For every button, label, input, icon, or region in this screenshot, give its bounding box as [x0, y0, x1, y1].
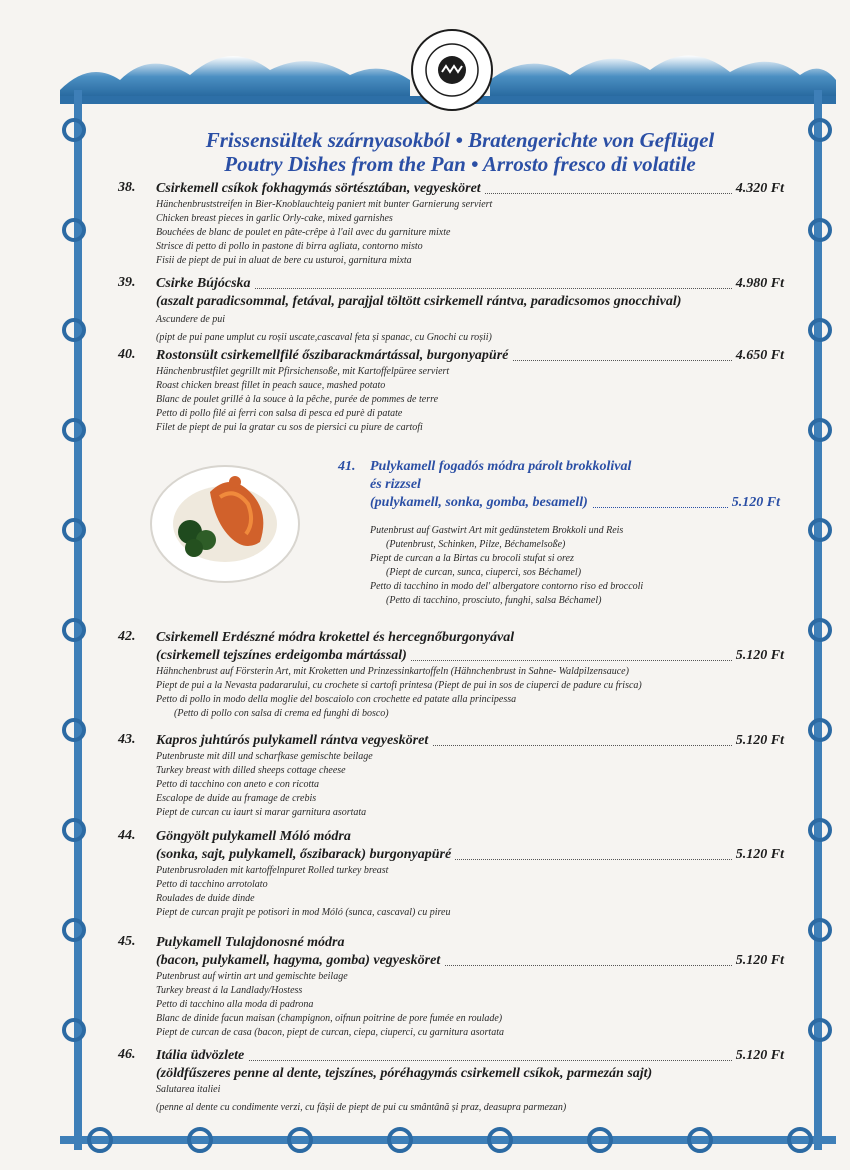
item-price: 5.120 Ft [732, 952, 784, 970]
section-header [120, 128, 800, 176]
menu-item-44 [118, 828, 784, 920]
item-number: 41. [338, 459, 356, 474]
item-subtitle: (csirkemell tejszínes erdeigomba mártással) [156, 648, 411, 663]
item-desc: Petto di tacchino con aneto e con ricotta [156, 779, 320, 790]
menu-item-46 [118, 1047, 784, 1115]
menu-item-43 [118, 732, 784, 820]
item-desc: Blanc de dinide facun maisan (champignon, oifnun poitrine de pore fumée en roulade) [156, 1013, 503, 1024]
item-desc: Chicken breast pieces in garlic Orly-cake, mixed garnishes [156, 213, 393, 224]
item-price: 5.120 Ft [732, 846, 784, 864]
rope-border-right [800, 90, 836, 1150]
item-title: Rostonsült csirkemellfilé őszibarackmártással, burgonyapüré [156, 348, 512, 363]
item-price: 5.120 Ft [732, 647, 784, 665]
item-title: Göngyölt pulykamell Móló módra [156, 829, 351, 844]
item-title: Csirke Bújócska [156, 276, 255, 291]
item-price: 4.650 Ft [732, 347, 784, 365]
header-line-1: Frissensültek szárnyasokból • Bratengerichte von Geflügel [205, 128, 715, 152]
menu-item-45 [118, 934, 784, 1040]
item-number: 42. [118, 629, 136, 644]
item-desc: Turkey breast á la Landlady/Hostess [156, 985, 303, 996]
item-price: 5.120 Ft [732, 1047, 784, 1065]
item-desc: Escalope de duide au framage de crebis [156, 793, 317, 804]
item-desc: Petto di tacchino arrotolato [156, 879, 268, 890]
item-desc: Turkey breast with dilled sheeps cottage cheese [156, 765, 346, 776]
rope-border-bottom [60, 1120, 836, 1160]
item-title: Itália üdvözlete [156, 1048, 248, 1063]
dish-photo [150, 452, 300, 584]
item-number: 40. [118, 347, 136, 362]
item-desc: Piept de curcan de casa (bacon, piept de curcan, ciepa, ciuperci, cu garnitura asortata [156, 1027, 504, 1038]
item-desc: Blanc de poulet grillé à la souce à la pêche, purée de pommes de terre [156, 394, 439, 405]
item-title: Kapros juhtúrós pulykamell rántva vegyesköret [156, 733, 432, 748]
item-number: 46. [118, 1047, 136, 1062]
item-price: 5.120 Ft [732, 732, 784, 750]
item-desc: Petto di tacchino in modo del' albergatore contorno riso ed broccoli [370, 581, 644, 592]
item-desc: (pipt de pui pane umplut cu roșii uscate,cascaval feta și spanac, cu Gnochi cu roșii) [156, 332, 492, 343]
item-desc: Petto di pollo filé ai ferri con salsa di pesca ed purè di patate [156, 408, 403, 419]
item-number: 38. [118, 180, 136, 195]
item-desc: Filet de piept de pui la gratar cu sos de piersici cu piure de cartofi [156, 422, 423, 433]
item-desc: Putenbrust auf Gastwirt Art mit gedünstetem Brokkoli und Reis [370, 525, 624, 536]
menu-item-40 [118, 347, 784, 435]
item-desc: Salutarea italiei [156, 1084, 221, 1095]
item-title: Pulykamell Tulajdonosné módra [156, 935, 345, 950]
item-desc: Roast chicken breast fillet in peach sauce, mashed potato [156, 380, 386, 391]
item-desc: Strisce di petto di pollo in pastone di birra agliata, contorno misto [156, 241, 423, 252]
item-title-line-3: (pulykamell, sonka, gomba, besamell) [370, 495, 592, 510]
item-desc: Piept de curcan a la Birtas cu brocoli stufat si orez [370, 553, 574, 564]
item-desc: (Petto di pollo con salsa di crema ed funghi di bosco) [174, 708, 389, 719]
item-price: 4.320 Ft [732, 180, 784, 198]
item-desc: Roulades de duide dinde [156, 893, 255, 904]
item-desc: (Petto di tacchino, prosciuto, funghi, salsa Béchamel) [386, 595, 602, 606]
item-subtitle: (bacon, pulykamell, hagyma, gomba) vegyesköret [156, 953, 444, 968]
item-desc: Hähnchenbrust auf Försterin Art, mit Kroketten und Prinzessinkartoffeln (Hähnchenbrust in Sahne- Waldpilzensauce) [156, 666, 629, 677]
item-desc: (Piept de curcan, sunca, ciuperci, sos Béchamel) [386, 567, 582, 578]
item-desc-block [370, 524, 780, 608]
item-desc: Putenbrust auf wirtin art und gemischte beilage [156, 971, 348, 982]
item-subtitle: (aszalt paradicsommal, fetával, parajjal töltött csirkemell rántva, paradicsomos gnocchival) [156, 294, 682, 309]
item-price: 4.980 Ft [732, 275, 784, 293]
molo-logo [410, 28, 494, 112]
item-desc: Putenbrusroladen mit kartoffelnpuret Rolled turkey breast [156, 865, 389, 876]
item-desc: Hänchenbrustfilet gegrillt mit Pfirsichensoße, mit Kartoffelpüree serviert [156, 366, 450, 377]
item-subtitle: (zöldfűszeres penne al dente, tejszínes, póréhagymás csirkemell csíkok, parmezán sajt) [156, 1066, 653, 1081]
item-number: 43. [118, 732, 136, 747]
header-line-2: Poutry Dishes from the Pan • Arrosto fresco di volatile [224, 152, 696, 176]
item-number: 45. [118, 934, 136, 949]
item-title: Csirkemell Erdészné módra krokettel és hercegnőburgonyával [156, 630, 515, 645]
rope-border-left [60, 90, 96, 1150]
item-desc: Putenbruste mit dill und scharfkase gemischte beilage [156, 751, 373, 762]
menu-item-39 [118, 275, 784, 345]
item-desc: Piept de curcan cu iaurt si marar garnitura asortata [156, 807, 367, 818]
menu-item-38 [118, 180, 784, 268]
item-title-line-1: Pulykamell fogadós módra párolt brokkolival [370, 459, 632, 474]
item-desc: Fisii de piept de pui in aluat de bere cu usturoi, garnitura mixta [156, 255, 412, 266]
item-number: 44. [118, 828, 136, 843]
item-number: 39. [118, 275, 136, 290]
item-desc: Petto di pollo in modo della moglie del boscaiolo con crochette ed patate alla principessa [156, 694, 517, 705]
item-desc: Piept de pui a la Nevasta padararului, cu crochete si cartofi printesa (Piept de pui in sos de ciuperci de padure cu frisca) [156, 680, 642, 691]
item-desc: (penne al dente cu condimente verzi, cu fâșii de piept de pui cu smântână și praz, deasupra parmezan) [156, 1102, 567, 1113]
item-desc: (Putenbrust, Schinken, Pilze, Béchamelsoße) [386, 539, 566, 550]
item-desc: Petto di tacchino alla moda di padrona [156, 999, 314, 1010]
item-subtitle: (sonka, sajt, pulykamell, őszibarack) burgonyapüré [156, 847, 455, 862]
menu-item-41 [340, 458, 780, 608]
item-desc: Bouchées de blanc de poulet en pâte-crêpe à l'ail avec du garniture mixte [156, 227, 451, 238]
item-title: Csirkemell csíkok fokhagymás sörtésztában, vegyesköret [156, 181, 485, 196]
item-desc: Piept de curcan prajit pe potisori in mod Móló (sunca, cascaval) cu pireu [156, 907, 451, 918]
item-desc: Ascundere de pui [156, 314, 226, 325]
item-price: 5.120 Ft [728, 494, 780, 512]
item-desc: Hänchenbruststreifen in Bier-Knoblauchteig paniert mit bunter Garnierung serviert [156, 199, 493, 210]
item-title-line-2: és rizzsel [370, 477, 421, 492]
menu-item-42 [118, 629, 784, 721]
